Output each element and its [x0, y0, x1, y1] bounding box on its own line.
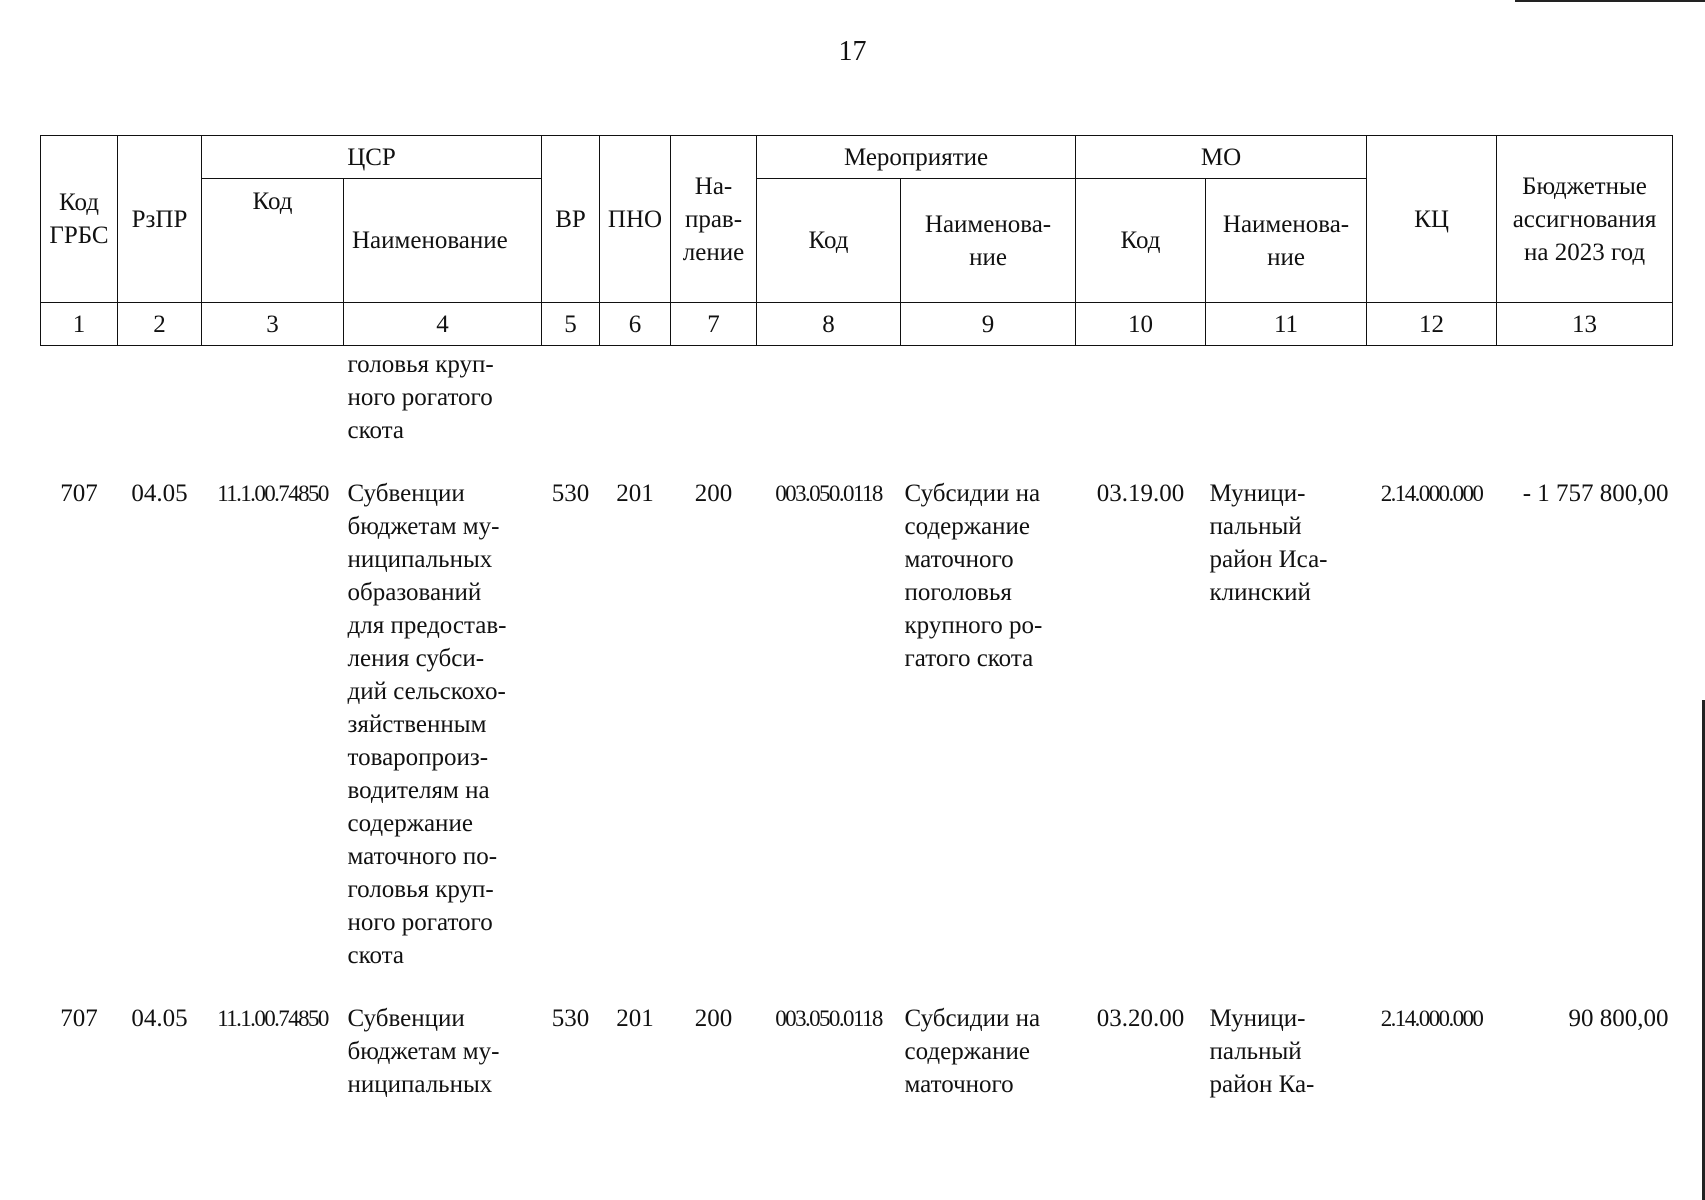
- budget-table: [40, 135, 1673, 1127]
- column-number: 11: [1206, 303, 1367, 346]
- csr-code-cell: 11.1.00.74850: [217, 1006, 328, 1031]
- vr-cell: 530: [551, 1005, 590, 1032]
- column-number: 8: [757, 303, 901, 346]
- csr-name-cell: Субвенции бюджетам му- ниципальных: [347, 1005, 500, 1098]
- column-number: 5: [542, 303, 600, 346]
- header-direction: На- прав- ление: [671, 136, 757, 303]
- header-mo-name: Наименова- ние: [1206, 179, 1367, 303]
- column-number: 10: [1076, 303, 1206, 346]
- scan-edge-line: [1515, 0, 1705, 2]
- mo-name-cell: Муници- пальный район Иса- клинский: [1209, 480, 1328, 606]
- mo-code-cell: 03.19.00: [1096, 480, 1185, 507]
- pno-cell: 201: [616, 1005, 654, 1032]
- event-code-cell: 003.050.0118: [775, 1006, 882, 1031]
- column-number: 2: [118, 303, 202, 346]
- csr-code-cell: 11.1.00.74850: [217, 481, 328, 506]
- mo-code-cell: 03.20.00: [1096, 1005, 1185, 1032]
- header-mo-code: Код: [1076, 179, 1206, 303]
- rzpr-cell: 04.05: [131, 480, 188, 507]
- grbs-cell: 707: [60, 1005, 98, 1032]
- header-event-name: Наименова- ние: [901, 179, 1076, 303]
- header-event-group: Мероприятие: [757, 136, 1076, 179]
- header-vr: ВР: [542, 136, 600, 303]
- table-header: [41, 136, 1673, 346]
- column-number: 7: [671, 303, 757, 346]
- header-mo-group: МО: [1076, 136, 1367, 179]
- pno-cell: 201: [616, 480, 654, 507]
- page-number: 17: [838, 36, 867, 67]
- header-rzpr: РзПР: [118, 136, 202, 303]
- header-pno: ПНО: [600, 136, 671, 303]
- column-number: 3: [202, 303, 344, 346]
- column-numbers-row: [41, 303, 1673, 346]
- column-number: 13: [1497, 303, 1673, 346]
- budget-cell: 90 800,00: [1568, 1005, 1669, 1032]
- header-csr-code: Код: [202, 179, 344, 303]
- mo-name-cell: Муници- пальный район Ка-: [1209, 1005, 1315, 1098]
- header-grbs: Код ГРБС: [41, 136, 118, 303]
- header-budget: Бюджетные ассигнования на 2023 год: [1497, 136, 1673, 303]
- header-kc: КЦ: [1367, 136, 1497, 303]
- header-csr-group: ЦСР: [202, 136, 542, 179]
- column-number: 9: [901, 303, 1076, 346]
- column-number: 4: [344, 303, 542, 346]
- event-code-cell: 003.050.0118: [775, 481, 882, 506]
- event-name-cell: Субсидии на содержание маточного поголовья крупного ро- гатого скота: [904, 480, 1043, 672]
- column-number: 6: [600, 303, 671, 346]
- csr-name-cell: головья круп- ного рогатого скота: [347, 351, 494, 444]
- event-name-cell: Субсидии на содержание маточного: [904, 1005, 1041, 1098]
- table-row: [41, 473, 1673, 998]
- csr-name-cell: Субвенции бюджетам му- ниципальных образований для предостав- ления субси- дий сельскохо- зяйственным товаропроиз- водителям на содержание маточного по- головья круп- ного рогатого скота: [347, 480, 507, 969]
- kc-cell: 2.14.000.000: [1380, 1006, 1483, 1031]
- rzpr-cell: 04.05: [131, 1005, 188, 1032]
- grbs-cell: 707: [60, 480, 98, 507]
- budget-cell: - 1 757 800,00: [1522, 480, 1669, 507]
- header-csr-name: Наименование: [344, 179, 542, 303]
- table-row: [41, 998, 1673, 1127]
- column-number: 1: [41, 303, 118, 346]
- column-number: 12: [1367, 303, 1497, 346]
- direction-cell: 200: [694, 1005, 733, 1032]
- kc-cell: 2.14.000.000: [1380, 481, 1483, 506]
- continuation-row: [41, 346, 1673, 474]
- vr-cell: 530: [551, 480, 590, 507]
- direction-cell: 200: [694, 480, 733, 507]
- header-event-code: Код: [757, 179, 901, 303]
